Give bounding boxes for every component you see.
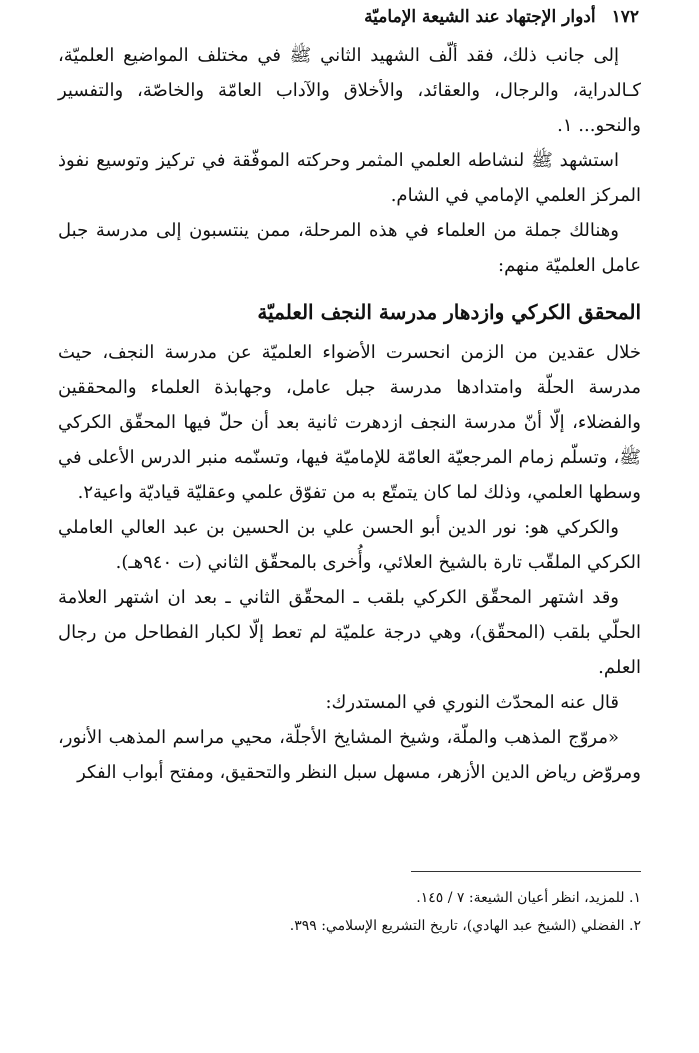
paragraph-karaki-identity: والكركي هو: نور الدين أبو الحسن علي بن الحسين بن عبد العالي العاملي الكركي الملقّب تارة بالشيخ العلائي، وأُخرى بالمحقّق الثاني (ت ٩٤٠هـ). <box>58 517 641 573</box>
paragraph-scholars: وهنالك جملة من العلماء في هذه المرحلة، ممن ينتسبون إلى مدرسة جبل عامل العلميّة منهم: <box>58 220 641 276</box>
section-heading: المحقق الكركي وازدهار مدرسة النجف العلميّة <box>257 300 641 324</box>
paragraph-nouri-intro: قال عنه المحدّث النوري في المستدرك: <box>325 692 619 713</box>
paragraph-quotation: «مروّج المذهب والملّة، وشيخ المشايخ الأجلّة، محيي مراسم المذهب الأنور، ومروّض رياض الدين الأزهر، مسهل سبل النظر والتحقيق، ومفتح أبواب الفكر <box>58 727 641 783</box>
footnote-1: ١. للمزيد، انظر أعيان الشيعة: ٧ / ١٤٥. <box>416 890 641 906</box>
running-header-title: أدوار الإجتهاد عند الشيعة الإماميّة <box>364 7 596 27</box>
paragraph-najaf-school: خلال عقدين من الزمن انحسرت الأضواء العلميّة عن مدرسة النجف، حيث مدرسة الحلّة وامتدادها مدرسة جبل عامل، وجهابذة العلماء والمحققين والفضلاء، إلّا أنّ مدرسة النجف ازدهرت ثانية بعد أن حلّ فيها المحقّق الكركي ﷺ، وتسلّم زمام المرجعيّة العامّة للإماميّة فيها، وتسنّمه منبر الدرس الأعلى في وسطها العلمي، وذلك لما كان يتمتّع به من تفوّق علمي وعقليّة قياديّة واعية٢. <box>58 342 641 503</box>
footnote-divider <box>411 871 641 872</box>
main-text <box>58 38 641 790</box>
paragraph-writings: إلى جانب ذلك، فقد ألّف الشهيد الثاني ﷺ في مختلف المواضيع العلميّة، كـالدراية، والرجال، والعقائد، والأخلاق والآداب العامّة والخاصّة، والتفسير والنحو... ١. <box>58 45 641 136</box>
page-number: ١٧٢ <box>611 7 639 27</box>
paragraph-karaki-title: وقد اشتهر المحقّق الكركي بلقب ـ المحقّق الثاني ـ بعد ان اشتهر العلامة الحلّي بلقب (المحقّق)، وهي درجة علميّة لم تعط إلّا لكبار الفطاحل من رجال العلم. <box>58 587 641 678</box>
footnote-2: ٢. الفضلي (الشيخ عبد الهادي)، تاريخ التشريع الإسلامي: ٣٩٩. <box>289 918 641 934</box>
paragraph-martyrdom: استشهد ﷺ لنشاطه العلمي المثمر وحركته الموفّقة في تركيز وتوسيع نفوذ المركز العلمي الإمامي في الشام. <box>58 150 641 206</box>
footnotes <box>58 884 641 940</box>
running-header <box>60 2 639 32</box>
